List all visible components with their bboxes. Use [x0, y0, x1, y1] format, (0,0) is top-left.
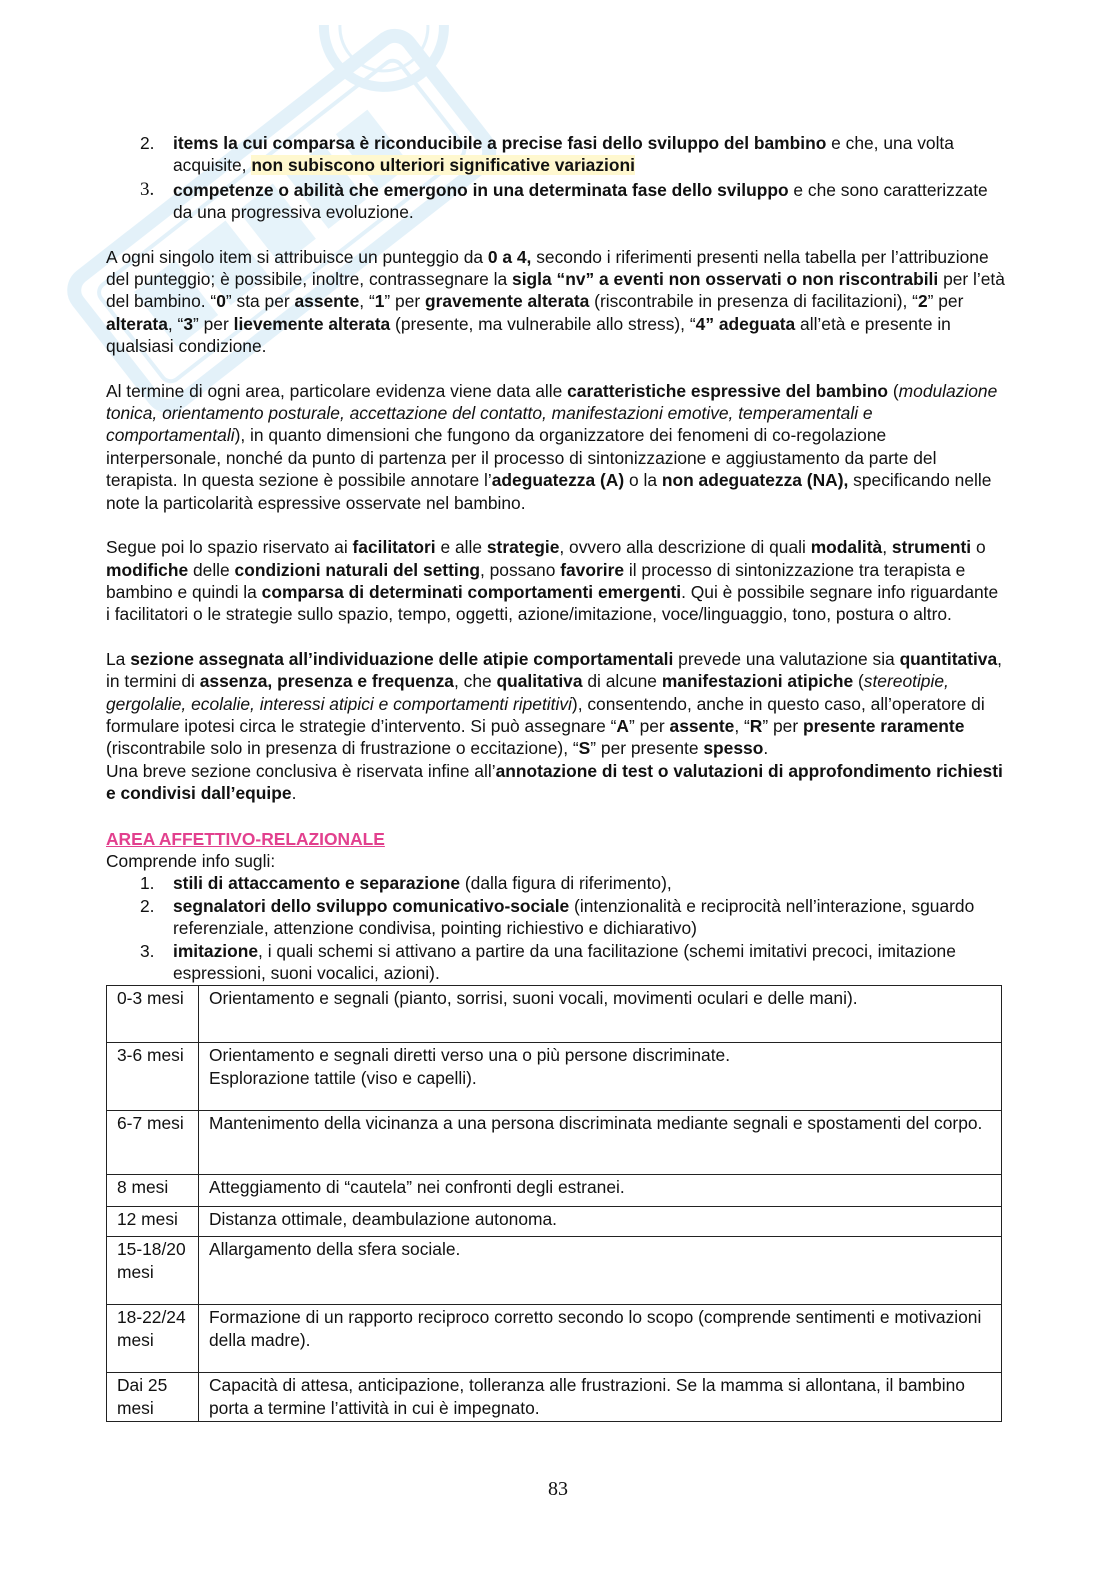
text: . Qui è possibile segnare info riguardante i facilitatori o le strategie sullo spazio, tempo, oggetti, azione/imitazione, voce/linguaggio, tono, postura o altro.	[106, 581, 999, 625]
list-number: 3.	[140, 178, 155, 200]
text: .	[291, 783, 297, 804]
text: secondo i riferimenti presenti nella tabella per l’attribuzione del punteggio; è possibile, inoltre, contrassegnare la	[106, 246, 989, 290]
text: A ogni singolo item si attribuisce un punteggio da	[106, 246, 488, 267]
description-cell: Formazione di un rapporto reciproco corretto secondo lo scopo (comprende sentimenti e motivazioni della madre).	[199, 1305, 1002, 1373]
list-number: 2.	[140, 895, 155, 916]
italic-text: modulazione tonica, orientamento posturale, accettazione del contatto, manifestazioni emotive, temperamentali e comportamentali	[106, 380, 998, 446]
list-item-bold: stili di attaccamento e separazione	[173, 873, 461, 894]
list-number: 1.	[140, 873, 155, 894]
criteria-list	[106, 132, 1006, 224]
section-list	[106, 872, 1006, 984]
text: o la	[624, 470, 662, 491]
list-item	[106, 940, 1006, 985]
text: e alle	[435, 537, 487, 558]
bold-text: 1	[374, 291, 385, 312]
text: il processo di sintonizzazione tra terapista e bambino e quindi la	[106, 559, 966, 602]
bold-text: 3	[183, 313, 194, 334]
list-item-highlight: non subiscono ulteriori significative variazioni	[251, 155, 635, 176]
list-item-text: e che sono caratterizzate da una progressiva evoluzione.	[173, 179, 988, 223]
text: .	[763, 738, 769, 759]
table-row	[107, 1111, 1002, 1175]
page-number: 83	[548, 1478, 568, 1500]
text: per l’età del bambino. “	[106, 269, 1005, 312]
age-cell: 15-18/20 mesi	[107, 1237, 199, 1305]
description-cell: Mantenimento della vicinanza a una persona discriminata mediante segnali e spostamenti del corpo.	[199, 1111, 1002, 1175]
bold-text: adeguatezza (A)	[491, 470, 625, 491]
description-cell: Orientamento e segnali (pianto, sorrisi, suoni vocali, movimenti oculari e delle mani).	[199, 986, 1002, 1043]
list-item	[106, 179, 1006, 224]
age-cell: 8 mesi	[107, 1175, 199, 1207]
bold-text: sigla “nv” a eventi non osservati o non riscontrabili	[512, 269, 939, 290]
text: ” per	[628, 715, 670, 736]
bold-text: comparsa di determinati comportamenti emergenti	[261, 581, 682, 602]
list-item-text: (intenzionalità e reciprocità nell’interazione, sguardo referenziale, attenzione condivisa, pointing richiestivo e dichiarativo)	[173, 895, 975, 939]
text: (riscontrabile in presenza di facilitazioni), “	[589, 291, 918, 312]
age-cell: Dai 25 mesi	[107, 1373, 199, 1422]
bold-text: A	[616, 715, 629, 736]
bold-text: gravemente alterata	[425, 291, 590, 312]
list-item-bold: competenze o abilità che emergono in una determinata fase dello sviluppo	[173, 179, 789, 200]
conclusion-paragraph	[106, 760, 1006, 805]
text: delle	[188, 559, 235, 580]
bold-text: strumenti	[891, 537, 972, 558]
table-row	[107, 1175, 1002, 1207]
bold-text: modifiche	[106, 559, 189, 580]
bold-text: facilitatori	[352, 537, 436, 558]
bold-text: annotazione di test o valutazioni di approfondimento richiesti e condivisi dall’equipe	[106, 760, 1003, 804]
text: ” per	[384, 291, 426, 312]
text: , che	[453, 671, 497, 692]
text: di alcune	[582, 671, 662, 692]
bold-text: sezione assegnata all’individuazione delle atipie comportamentali	[130, 648, 674, 669]
text: ” per	[193, 313, 234, 334]
table-row	[107, 1237, 1002, 1305]
text: Al termine di ogni area, particolare evidenza viene data alle	[106, 380, 568, 401]
age-cell: 6-7 mesi	[107, 1111, 199, 1175]
text: , “	[359, 291, 375, 312]
bold-text: quantitativa	[899, 648, 998, 669]
list-item-bold: imitazione	[173, 940, 259, 961]
scoring-paragraph	[106, 246, 1006, 358]
bold-text: 0 a 4,	[487, 246, 532, 267]
list-item-bold: segnalatori dello sviluppo comunicativo-sociale	[173, 895, 570, 916]
list-number: 3.	[140, 940, 155, 961]
text: , ovvero alla descrizione di quali	[559, 537, 811, 558]
table-row	[107, 1373, 1002, 1422]
text: ” per	[762, 715, 803, 736]
text: Una breve sezione conclusiva è riservata infine all’	[106, 760, 496, 781]
age-cell: 12 mesi	[107, 1207, 199, 1237]
section-intro: Comprende info sugli:	[106, 850, 276, 871]
description-cell: Distanza ottimale, deambulazione autonoma.	[199, 1207, 1002, 1237]
bold-text: assenza, presenza e frequenza	[199, 671, 454, 692]
bold-text: assente	[669, 715, 735, 736]
development-table	[106, 985, 1002, 1422]
bold-text: lievemente alterata	[233, 313, 391, 334]
text: (	[853, 671, 864, 692]
bold-text: spesso	[703, 738, 764, 759]
bold-text: alterata	[106, 313, 168, 334]
text: all’età e presente in qualsiasi condizione.	[106, 313, 951, 357]
bold-text: condizioni naturali del setting	[234, 559, 480, 580]
section-heading: AREA AFFETTIVO-RELAZIONALE	[106, 828, 385, 849]
text: (presente, ma vulnerabile allo stress), “	[390, 313, 696, 334]
facilitators-paragraph	[106, 536, 1006, 626]
text: ), in quanto dimensioni che fungono da organizzatore dei fenomeni di co-regolazione interpersonale, nonché da punto di partenza per il processo di sintonizzazione e aggiustamento da parte del terapista. In questa sezione è possibile annotare l’	[106, 425, 937, 491]
description-cell: Allargamento della sfera sociale.	[199, 1237, 1002, 1305]
text: , “	[734, 715, 750, 736]
list-item	[106, 872, 1006, 894]
bold-text: modalità	[810, 537, 883, 558]
bold-text: non adeguatezza (NA),	[661, 470, 849, 491]
table-row	[107, 986, 1002, 1043]
table-row	[107, 1207, 1002, 1237]
bold-text: 4” adeguata	[695, 313, 796, 334]
text: ” per presente	[590, 738, 704, 759]
age-cell: 0-3 mesi	[107, 986, 199, 1043]
text: prevede una valutazione sia	[673, 648, 900, 669]
description-cell: Orientamento e segnali diretti verso una o più persone discriminate. Esplorazione tattile (viso e capelli).	[199, 1043, 1002, 1111]
table-row	[107, 1043, 1002, 1111]
table-row	[107, 1305, 1002, 1373]
text: (riscontrabile solo in presenza di frustrazione o eccitazione), “	[106, 738, 579, 759]
bold-text: qualitativa	[496, 671, 583, 692]
page-content	[106, 132, 1006, 1422]
bold-text: 0	[216, 291, 226, 312]
list-number: 2.	[140, 133, 155, 153]
age-cell: 3-6 mesi	[107, 1043, 199, 1111]
description-cell: Capacità di attesa, anticipazione, tolleranza alle frustrazioni. Se la mamma si allontana, il bambino porta a termine l’attività in cui è impegnato.	[199, 1373, 1002, 1422]
list-item	[106, 132, 1006, 177]
description-cell: Atteggiamento di “cautela” nei confronti degli estranei.	[199, 1175, 1002, 1207]
bold-text: strategie	[486, 537, 560, 558]
bold-text: presente raramente	[802, 715, 965, 736]
list-item-text: e che, una volta acquisite,	[173, 133, 954, 176]
bold-text: caratteristiche espressive del bambino	[567, 380, 889, 401]
text: , possano	[479, 559, 561, 580]
expressive-paragraph	[106, 380, 1006, 514]
list-item-text: (dalla figura di riferimento),	[460, 873, 672, 894]
bold-text: favorire	[560, 559, 625, 580]
list-item-bold: items la cui comparsa è riconducibile a precise fasi dello sviluppo del bambino	[173, 133, 827, 153]
text: o	[971, 537, 986, 558]
bold-text: S	[578, 738, 591, 759]
text: ” sta per	[225, 291, 295, 312]
text: ), consentendo, anche in questo caso, all’operatore di formulare ipotesi circa le strategie d’intervento. Si può assegnare “	[106, 693, 985, 736]
bold-text: 2	[917, 291, 928, 312]
bold-text: assente	[294, 291, 360, 312]
list-item	[106, 895, 1006, 940]
age-cell: 18-22/24 mesi	[107, 1305, 199, 1373]
text: , “	[167, 313, 184, 334]
text: (	[888, 380, 899, 401]
bold-text: R	[749, 715, 763, 736]
text: La	[106, 648, 131, 669]
text: ,	[882, 537, 892, 558]
text: ” per	[927, 291, 964, 312]
italic-text: stereotipie, gergolalie, ecolalie, interessi atipici e comportamenti ripetitivi	[106, 671, 949, 714]
text: specificando nelle note la particolarità espressive osservate nel bambino.	[106, 470, 992, 513]
bold-text: manifestazioni atipiche	[661, 671, 854, 692]
text: , in termini di	[106, 648, 1002, 692]
atypical-paragraph	[106, 648, 1006, 760]
text: Segue poi lo spazio riservato ai	[106, 537, 353, 558]
list-item-text: , i quali schemi si attivano a partire da una facilitazione (schemi imitativi precoci, imitazione espressioni, suoni vocalici, azioni).	[173, 940, 956, 983]
